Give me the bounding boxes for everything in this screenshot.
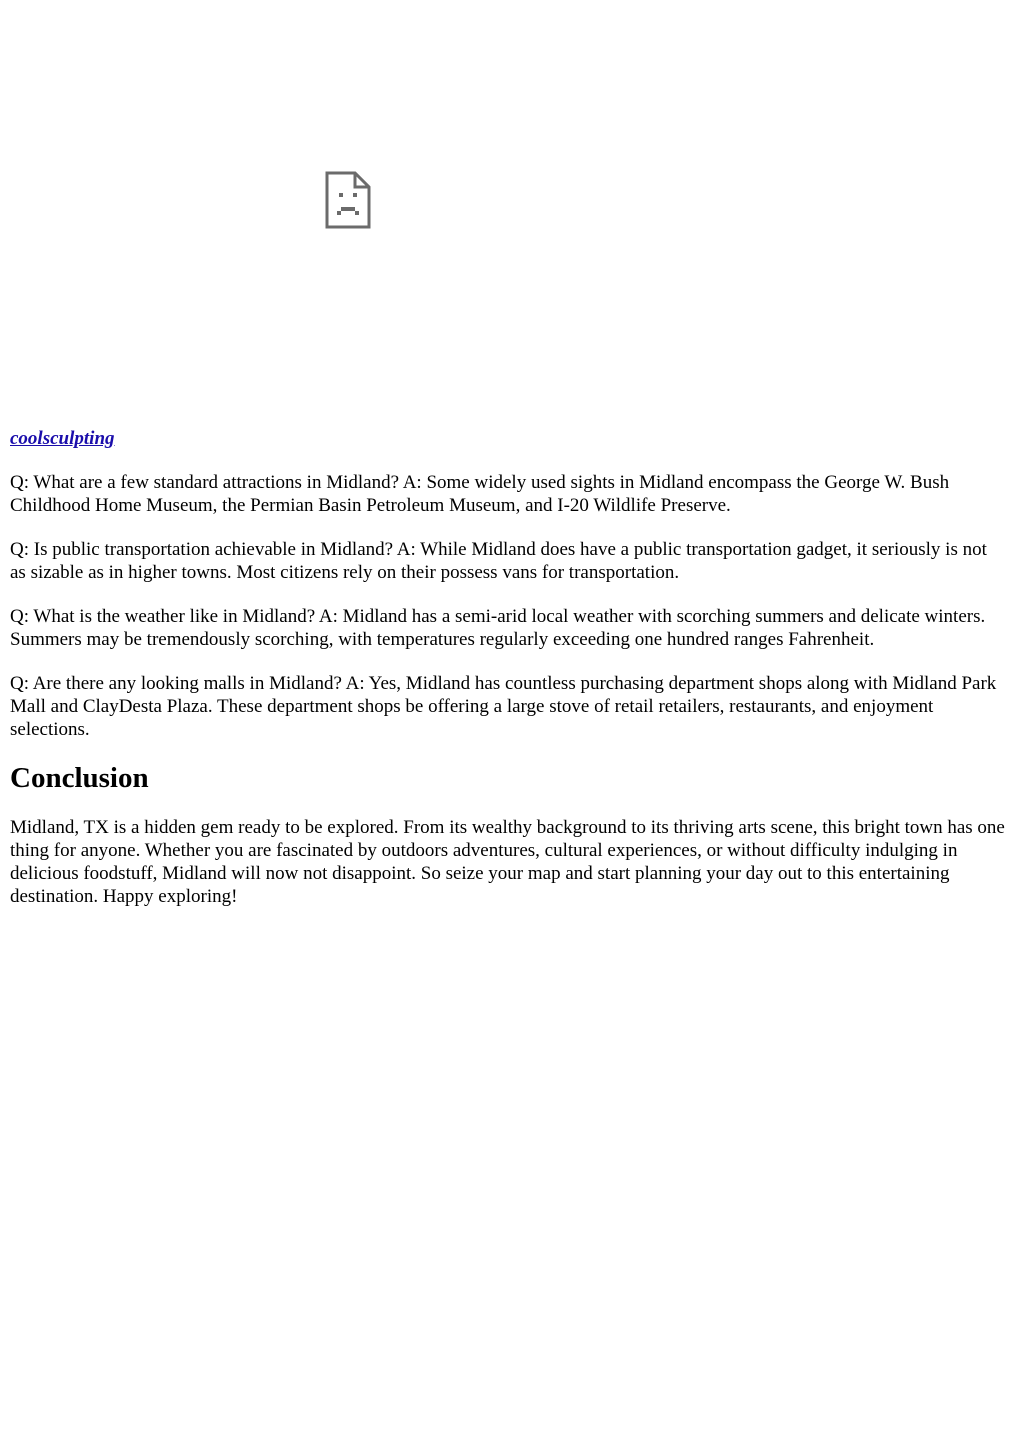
faq-paragraph: Q: Is public transportation achievable in Midland? A: While Midland does have a public transportation gadget, it seriously is not as sizable as in higher towns. Most citizens rely on their possess vans for transportation. bbox=[10, 539, 987, 583]
link-paragraph bbox=[10, 427, 1006, 450]
conclusion-paragraph: Midland, TX is a hidden gem ready to be explored. From its wealthy background to its thriving arts scene, this bright town has one thing for anyone. Whether you are fascinated by outdoors adventures, cultural experiences, or without difficulty indulging in delicious foodstuff, Midland will now not disappoint. So seize your map and start planning your day out to this entertaining destination. Happy exploring! bbox=[10, 817, 1005, 907]
faq-paragraph: Q: What are a few standard attractions in Midland? A: Some widely used sights in Midland encompass the George W. Bush Childhood Home Museum, the Permian Basin Petroleum Museum, and I-20 Wildlife Preserve. bbox=[10, 472, 950, 516]
embedded-frame bbox=[10, 8, 682, 408]
broken-file-icon bbox=[325, 171, 371, 229]
faq-paragraph: Q: What is the weather like in Midland? A: Midland has a semi-arid local weather with scorching summers and delicate winters. Summers may be tremendously scorching, with temperatures regularly exceeding one hundred ranges Fahrenheit. bbox=[10, 606, 986, 650]
faq-paragraph: Q: Are there any looking malls in Midland? A: Yes, Midland has countless purchasing department shops along with Midland Park Mall and ClayDesta Plaza. These department shops be offering a large stove of retail retailers, restaurants, and enjoyment selections. bbox=[10, 673, 997, 740]
coolsculpting-link[interactable]: coolsculpting bbox=[10, 428, 115, 449]
conclusion-heading: Conclusion bbox=[10, 762, 149, 794]
article-content bbox=[10, 427, 1006, 908]
